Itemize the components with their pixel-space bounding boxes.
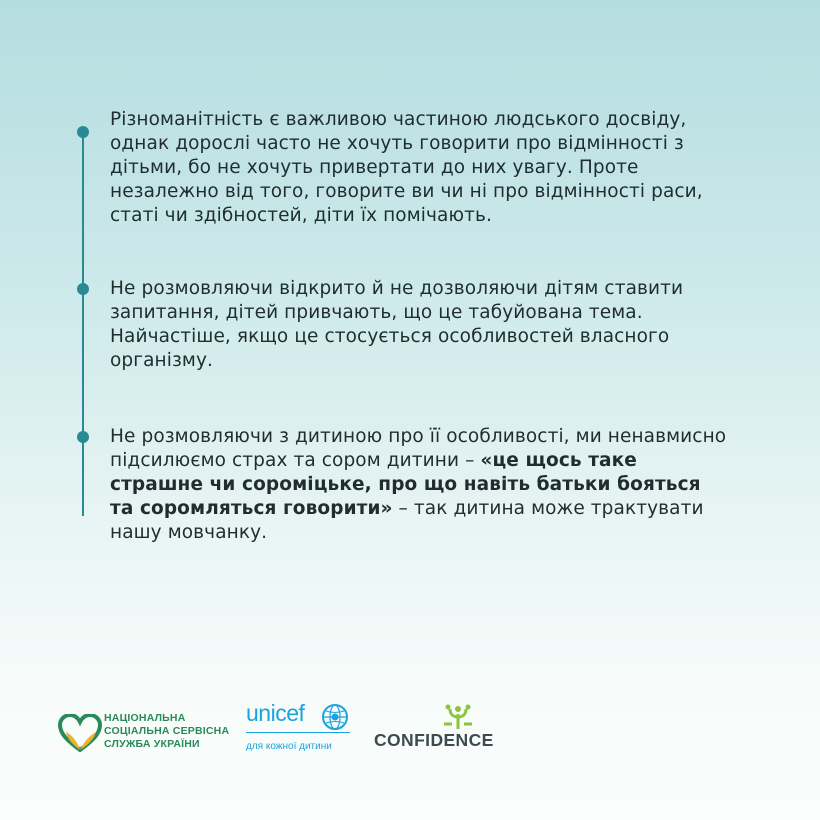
paragraph-silence-start: Не розмовляючи з дитиною про її особливості, ми ненавмисно підсилюємо страх та сором дитини – <box>110 426 727 471</box>
nsss-line-3: СЛУЖБА УКРАЇНИ <box>104 738 200 750</box>
unicef-tagline: для кожної дитини <box>246 741 332 752</box>
paragraph-silence <box>110 425 730 545</box>
unicef-underline <box>246 732 350 733</box>
confidence-wordmark: CONFIDENCE <box>374 730 494 750</box>
globe-icon <box>320 702 350 732</box>
timeline-dot-2 <box>77 283 89 295</box>
paragraph-silence-end: – так дитина може трактувати нашу мовчанку. <box>110 498 704 543</box>
nsss-name <box>104 712 229 751</box>
paragraph-taboo: Не розмовляючи відкрито й не дозволяючи дітям ставити запитання, дітей привчають, що це табуйована тема. Найчастіше, якщо це стосується особливостей власного організму. <box>110 278 684 371</box>
sprout-icon <box>442 704 474 730</box>
paragraph-diversity: Різноманітність є важливою частиною людського досвіду, однак дорослі часто не хочуть говорити про відмінності з дітьми, бо не хочуть привертати до них увагу. Проте незалежно від того, говорите ви чи ні про відмінності раси, статі чи здібностей, діти їх помічають. <box>110 109 703 226</box>
partner-logos <box>58 700 538 760</box>
paragraph-silence-quote: «це щось таке страшне чи сороміцьке, про що навіть батьки бояться та соромляться говорити» <box>110 450 701 519</box>
unicef-wordmark: unicef <box>246 700 305 726</box>
nsss-line-1: НАЦІОНАЛЬНА <box>104 712 186 724</box>
heart-icon <box>58 714 102 752</box>
timeline-dot-3 <box>77 431 89 443</box>
nsss-logo <box>58 712 238 756</box>
confidence-logo <box>374 704 524 754</box>
unicef-logo <box>246 700 356 760</box>
nsss-line-2: СОЦІАЛЬНА СЕРВІСНА <box>104 725 230 737</box>
timeline-line <box>82 130 84 516</box>
timeline-dot-1 <box>77 126 89 138</box>
